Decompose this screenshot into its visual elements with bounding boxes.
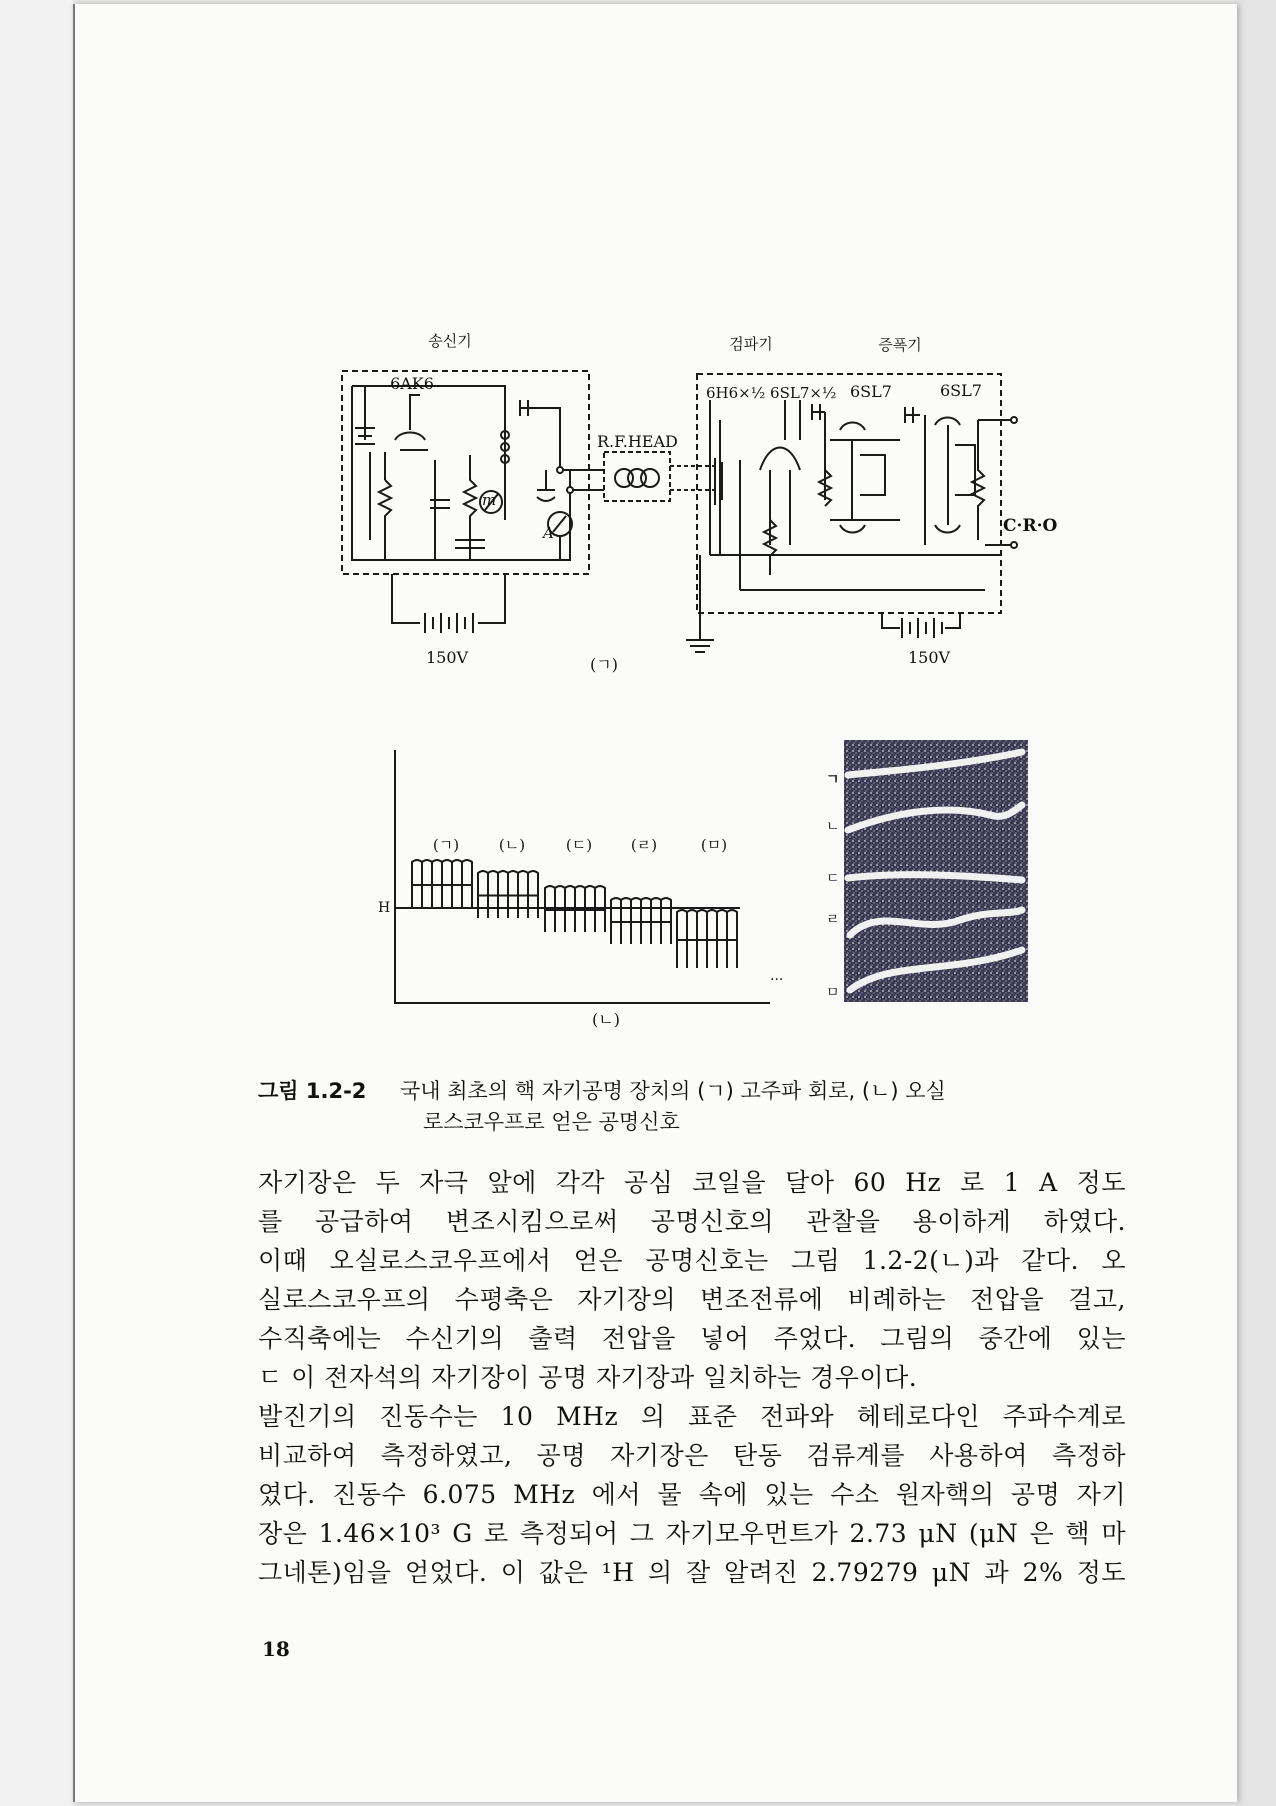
detector-label: 검파기	[729, 335, 773, 353]
p2-line-3: 였다. 진동수 6.075 MHz 에서 물 속에 있는 수소 원자핵의 공명 자기	[258, 1480, 1126, 1509]
paragraph-2	[258, 1397, 1126, 1592]
rf-head-label: R.F.HEAD	[597, 432, 678, 451]
caption-line-2: 로스코우프로 얻은 공명신호	[423, 1110, 680, 1134]
tube-6sl7-right-label: 6SL7	[940, 381, 982, 400]
panel-a-label: (ㄱ)	[590, 655, 618, 674]
group-label-2: (ㄴ)	[498, 836, 526, 854]
p2-line-1: 발진기의 진동수는 10 MHz 의 표준 전파와 헤테로다인 주파수계로	[258, 1402, 1126, 1431]
photo-row-label-4: ㄹ	[826, 912, 840, 928]
transmitter-label: 송신기	[428, 332, 472, 350]
plot-trailing-dots: ...	[770, 968, 784, 984]
group-label-5: (ㅁ)	[700, 836, 728, 854]
amplifier-label: 증폭기	[878, 336, 922, 354]
p2-line-2: 비교하여 측정하였고, 공명 자기장은 탄동 검류계를 사용하여 측정하	[258, 1441, 1126, 1470]
panel-b-label: (ㄴ)	[592, 1010, 620, 1029]
tube-6sl7-mid-label: 6SL7	[850, 382, 892, 401]
battery-left-label: 150V	[425, 648, 469, 667]
p1-line-3: 이때 오실로스코우프에서 얻은 공명신호는 그림 1.2-2(ㄴ)과 같다. 오	[258, 1246, 1126, 1275]
paragraph-1	[258, 1163, 1126, 1397]
caption-line-1: 국내 최초의 핵 자기공명 장치의 (ㄱ) 고주파 회로, (ㄴ) 오실	[400, 1079, 946, 1103]
photo-row-label-1: ㄱ	[826, 772, 840, 788]
group-label-3: (ㄷ)	[565, 836, 593, 854]
tube-6ak6-label: 6AK6	[390, 374, 434, 393]
p1-line-5: 수직축에는 수신기의 출력 전압을 넣어 주었다. 그림의 중간에 있는	[258, 1324, 1126, 1353]
photo-row-label-3: ㄷ	[826, 871, 840, 887]
group-label-4: (ㄹ)	[630, 836, 658, 854]
meter-m-label: m	[482, 491, 497, 509]
page-number: 18	[262, 1637, 290, 1661]
group-label-1: (ㄱ)	[432, 836, 460, 854]
p1-line-2: 를 공급하여 변조시킴으로써 공명신호의 관찰을 용이하게 하였다.	[258, 1207, 1126, 1236]
p2-line-5: 그네톤)임을 얻었다. 이 값은 ¹H 의 잘 알려진 2.79279 μN 과 2% 정도	[258, 1558, 1126, 1587]
battery-right-label: 150V	[907, 648, 951, 667]
tube-6h6-label: 6H6×½ 6SL7×½	[706, 384, 837, 402]
p2-line-4: 장은 1.46×10³ G 로 측정되어 그 자기모우먼트가 2.73 μN (μN 은 핵 마	[258, 1519, 1126, 1548]
figure-number: 그림 1.2-2	[258, 1079, 367, 1103]
y-axis-label: H	[378, 900, 391, 916]
photo-row-label-2: ㄴ	[826, 819, 840, 835]
body-text	[258, 1163, 1126, 1592]
photo-row-label-5: ㅁ	[826, 985, 840, 1001]
p1-line-4: 실로스코우프의 수평축은 자기장의 변조전류에 비례하는 전압을 걸고,	[258, 1285, 1126, 1314]
meter-a-label: A	[543, 524, 554, 542]
p1-line-6: ㄷ 이 전자석의 자기장이 공명 자기장과 일치하는 경우이다.	[258, 1363, 918, 1392]
cro-label: C·R·O	[1003, 516, 1058, 536]
p1-line-1: 자기장은 두 자극 앞에 각각 공심 코일을 달아 60 Hz 로 1 A 정도	[258, 1168, 1126, 1197]
